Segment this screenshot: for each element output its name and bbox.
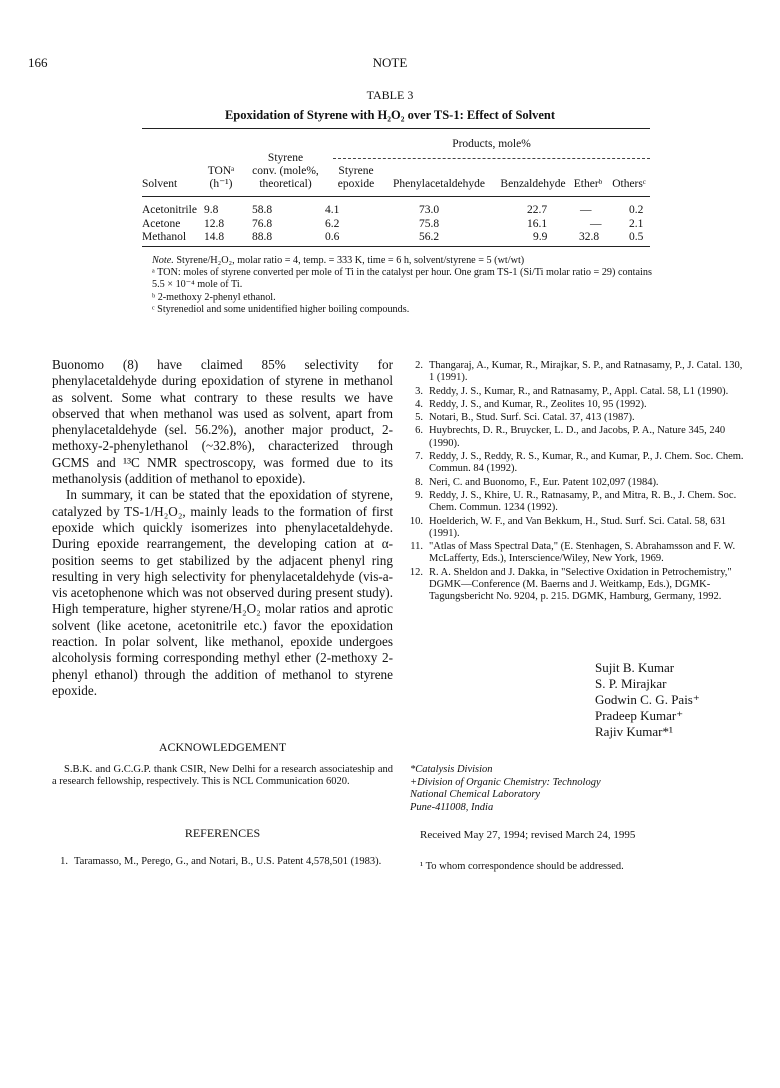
cell-benz: 16.1 [527,217,548,230]
col-ton-line1: TONᵃ [207,165,235,177]
reference-text: Reddy, J. S., Kumar, R., and Ratnasamy, P., Appl. Catal. 58, L1 (1990). [429,385,729,397]
reference-number: 8. [415,476,423,488]
cell-conv: 76.8 [252,217,273,230]
col-phenylacetaldehyde: Phenylacetaldehyde [393,178,485,190]
cell-others: 0.2 [629,204,644,216]
reference-text: Notari, B., Stud. Surf. Sci. Catal. 37, 413 (1987). [429,412,635,424]
reference-item [405,490,750,515]
table-header-rule [142,196,650,197]
note-label: Note. [152,255,174,266]
references-heading: REFERENCES [184,826,261,840]
table-label: TABLE 3 [366,88,414,102]
col-conv-line2: conv. (mole%, [252,165,319,177]
received-dates: Received May 27, 1994; revised March 24, 1995 [420,829,636,841]
author-name: S. P. Mirajkar [595,676,667,691]
table-footnote-c: ᶜ Styrenediol and some unidentified higher boiling compounds. [152,303,410,315]
reference-item [405,567,750,604]
cell-benz: 22.7 [527,204,548,216]
cell-solvent: Methanol [142,231,187,243]
cell-phenyl: 75.8 [419,217,440,230]
cell-ton: 9.8 [204,204,219,216]
author-name: Pradeep Kumar⁺ [595,708,684,723]
reference-text: Reddy, J. S., Reddy, R. S., Kumar, R., and Kumar, P., J. Chem. Soc. Chem. Commun. 84 (1992). [429,451,744,475]
col-others: Othersᶜ [612,178,646,190]
reference-number: 1. [60,856,68,867]
reference-text: Huybrechts, D. R., Bruycker, L. D., and Jacobs, P. A., Nature 345, 240 (1990). [429,425,726,449]
reference-item [405,477,750,489]
col-conv-line3: theoretical) [259,178,312,190]
affiliation-line: +Division of Organic Chemistry: Technology [410,776,601,788]
reference-item [405,541,750,566]
author-name: Godwin C. G. Pais⁺ [595,692,700,707]
author-list [595,660,700,740]
affiliation [410,764,601,814]
table-title: Epoxidation of Styrene with H₂O₂ over TS-1: Effect of Solvent [224,108,556,122]
cell-benz: 9.9 [533,231,548,243]
reference-item [405,412,750,424]
table-top-rule [142,128,650,129]
cell-ether: — [590,217,602,230]
cell-epoxide: 6.2 [325,217,340,230]
reference-list-right [405,360,750,605]
reference-text: Hoelderich, W. F., and Van Bekkum, H., Stud. Surf. Sci. Catal. 58, 631 (1991). [429,515,727,539]
note-text: Styrene/H₂O₂, molar ratio = 4, temp. = 333 K, time = 6 h, solvent/styrene = 5 (wt/wt) [173,255,525,266]
cell-solvent: Acetonitrile [142,204,197,216]
correspondence-footnote: ¹ To whom correspondence should be addressed. [420,861,624,872]
reference-text: Thangaraj, A., Kumar, R., Mirajkar, S. P., and Ratnasamy, P., J. Catal. 130, 1 (1991). [429,360,743,384]
author-name: Sujit B. Kumar [595,660,675,675]
table-note-general [142,255,652,267]
reference-number: 4. [415,398,423,410]
affiliation-line: National Chemical Laboratory [410,789,541,800]
reference-text: Neri, C. and Buonomo, F., Eur. Patent 102,097 (1984). [429,476,659,488]
table-row [142,218,650,232]
table-row [142,231,650,245]
reference-text: Taramasso, M., Perego, G., and Notari, B., U.S. Patent 4,578,501 (1983). [74,856,382,867]
col-solvent: Solvent [142,178,178,190]
reference-item [405,399,750,411]
cell-others: 2.1 [629,217,644,230]
reference-number: 7. [415,451,423,463]
table-footnote-a: ᵃ TON: moles of styrene converted per mole of Ti in the catalyst per hour. One gram TS-1 (Si/Ti molar ratio = 29) contains 5.5 × 10⁻⁴ mole of Ti. [152,267,652,291]
reference-item [405,386,750,398]
reference-number: 11. [410,541,423,553]
author-name: Rajiv Kumar*¹ [595,724,673,739]
cell-others: 0.5 [629,231,644,243]
table-body [142,204,650,245]
reference-number: 6. [415,425,423,437]
cell-epoxide: 4.1 [325,204,340,216]
cell-solvent: Acetone [142,217,181,230]
reference-number: 3. [415,385,423,397]
acknowledgement-heading: ACKNOWLEDGEMENT [158,740,287,754]
table-notes [142,255,652,316]
table-row [142,204,650,218]
cell-conv: 88.8 [252,231,273,243]
col-epoxide-line2: epoxide [337,178,375,190]
table-bottom-rule [142,246,650,247]
reference-number: 12. [409,566,423,578]
reference-list-left [50,856,393,869]
reference-item [405,425,750,450]
cell-ton: 12.8 [204,217,225,230]
affiliation-line: Pune-411008, India [410,801,494,813]
cell-ether: 32.8 [579,231,600,243]
reference-number: 9. [415,489,423,501]
page-number: 166 [28,55,48,70]
col-benzaldehyde: Benzaldehyde [500,178,566,190]
running-title: NOTE [372,55,408,70]
products-group-header: Products, mole% [452,138,531,150]
products-group-rule [333,158,650,159]
reference-item [405,451,750,476]
reference-text: Reddy, J. S., and Kumar, R., Zeolites 10, 95 (1992). [429,398,647,410]
cell-conv: 58.8 [252,204,273,216]
cell-phenyl: 56.2 [419,231,440,243]
body-left-column [52,357,393,699]
reference-item [405,516,750,541]
reference-item [50,856,393,868]
col-ether: Etherᵇ [573,178,603,190]
col-ton-line2: (h⁻¹) [209,178,233,190]
body-paragraph: Buonomo (8) have claimed 85% selectivity for phenylacetaldehyde during epoxidation of styrene in methanol as solvent. Some what contrary to these results we have observed that when methanol was used as solvent, apart from phenylacetaldehyde (sel. 56.2%), another major product, 2-methoxy-2-phenylethanol (~32.8%), characterized through GCMS and ¹³C NMR spectroscopy, was formed due to its methanolysis (addition of methanol to epoxide). [52,357,393,487]
reference-number: 10. [409,515,423,527]
affiliation-line: *Catalysis Division [410,764,493,775]
reference-text: Reddy, J. S., Khire, U. R., Ratnasamy, P., and Mitra, R. B., J. Chem. Soc. Chem. Commun. 1234 (1992). [429,489,737,514]
cell-epoxide: 0.6 [325,231,340,243]
reference-text: "Atlas of Mass Spectral Data," (E. Stenhagen, S. Abrahamsson and F. W. McLafferty, Eds.), Interscience/Wiley, New York, 1969. [429,541,736,565]
table-footnote-b: ᵇ 2-methoxy 2-phenyl ethanol. [152,291,276,303]
reference-number: 5. [415,412,423,424]
cell-phenyl: 73.0 [419,204,440,216]
acknowledgement-text: S.B.K. and G.C.G.P. thank CSIR, New Delhi for a research associateship and a research fellowship, respectively. This is NCL Communication 6020. [52,764,393,788]
cell-ton: 14.8 [204,231,225,243]
col-epoxide-line1: Styrene [338,165,374,177]
reference-text: R. A. Sheldon and J. Dakka, in "Selective Oxidation in Petrochemistry," DGMK—Conference (M. Baerns and J. Weitkamp, Eds.), DGMK-Tagungsbericht No. 9204, p. 215. DGMK, Hamburg, Germany, 1992. [429,566,732,603]
cell-ether: — [580,204,592,216]
body-paragraph: In summary, it can be stated that the epoxidation of styrene, catalyzed by TS-1/H₂O₂, mainly leads to the formation of first epoxide which quickly isomerizes into phenylacetaldehyde. During epoxide rearrangement, the developing cation at α-position seems to get stabilized by the adjacent phenyl ring resulting in very high selectivity for phenylacetaldehyde (vis-a-vis acetophenone which was not observed during present study). High temperature, higher styrene/H₂O₂ molar ratios and aprotic solvent (like acetone, acetonitrile etc.) favor the epoxidation reaction. In polar solvent, like methanol, epoxide undergoes alcoholysis forming corresponding methyl ether (2-methoxy 2-phenyl ethanol) through the addition of methanol to styrene epoxide. [52,487,393,698]
reference-number: 2. [415,360,423,371]
reference-item [405,360,750,385]
col-conv-line1: Styrene [267,152,304,164]
